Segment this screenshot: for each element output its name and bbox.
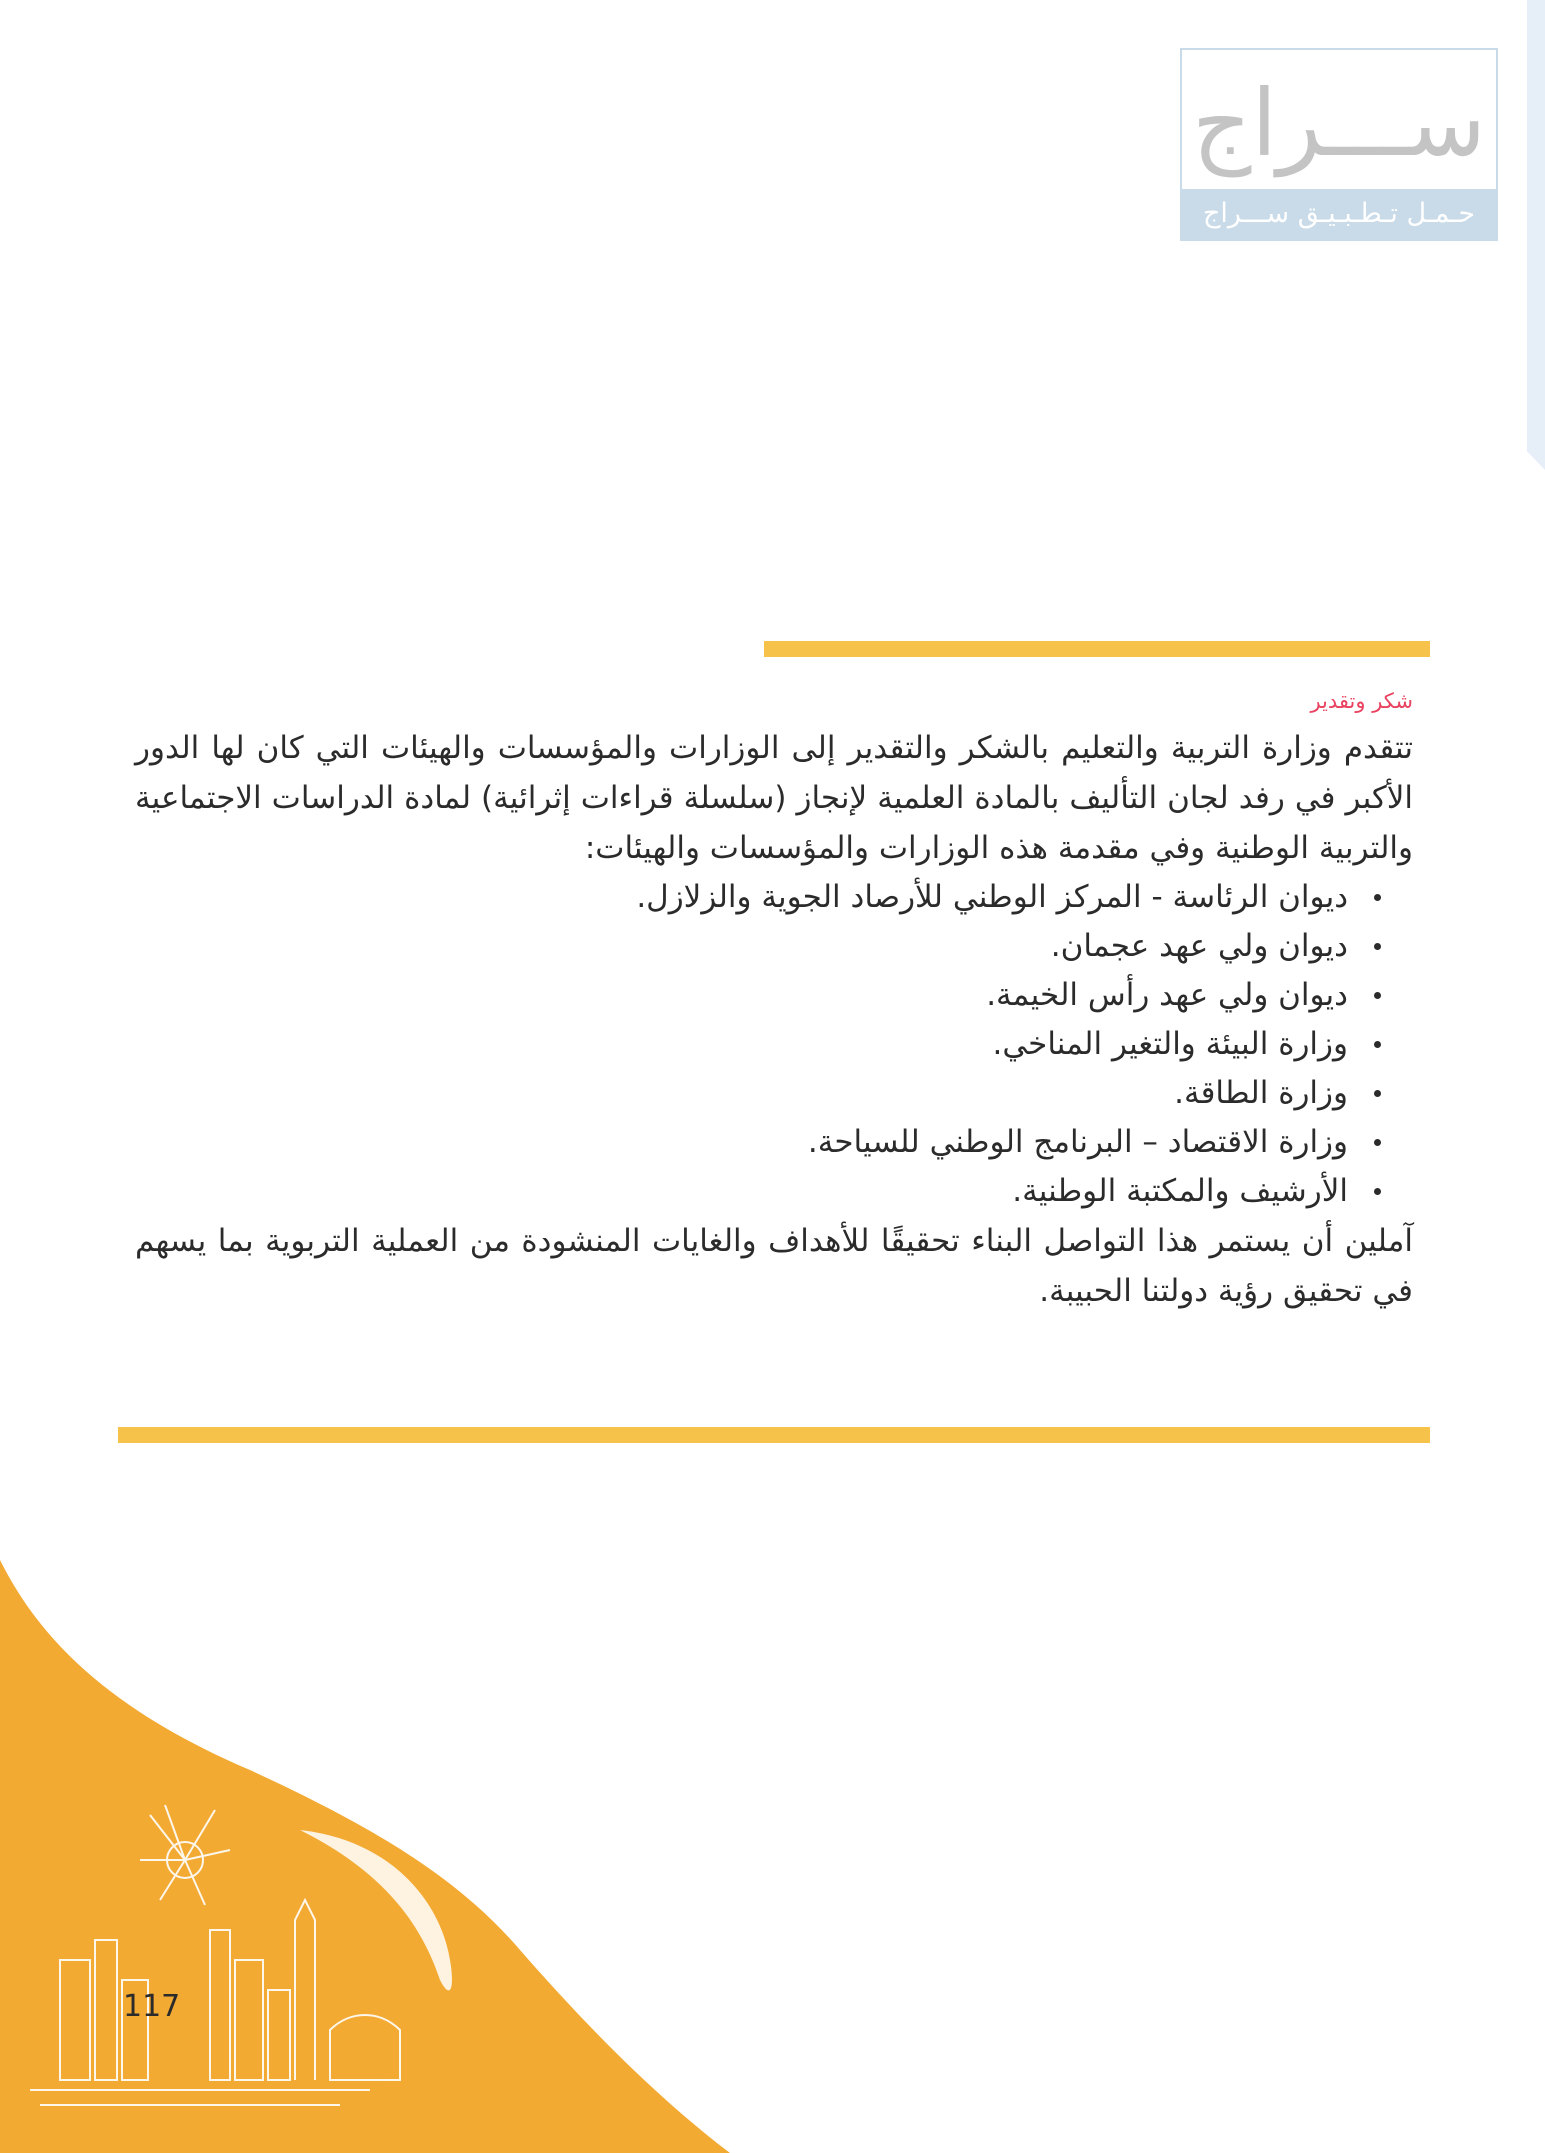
list-item-text: الأرشيف والمكتبة الوطنية.: [1012, 1173, 1348, 1209]
list-item: [135, 873, 1413, 922]
list-item: [135, 1020, 1413, 1069]
intro-paragraph: تتقدم وزارة التربية والتعليم بالشكر والتقدير إلى الوزارات والمؤسسات والهيئات التي كان لها الدور الأكبر في رفد لجان التأليف بالمادة العلمية لإنجاز (سلسلة قراءات إثرائية) لمادة الدراسات الاجتماعية والتربية الوطنية وفي مقدمة هذه الوزارات والمؤسسات والهيئات:: [135, 730, 1413, 866]
side-tab: [1527, 0, 1545, 470]
section-title: شكر وتقدير: [1310, 689, 1413, 713]
list-item: [135, 971, 1413, 1020]
top-divider: [764, 641, 1430, 657]
corner-decoration: [0, 1560, 730, 2153]
bullet-icon: [1374, 992, 1381, 999]
siraj-logo: [1180, 48, 1498, 241]
bullet-icon: [1374, 1139, 1381, 1146]
page-number: 117: [123, 1989, 181, 2024]
bullet-icon: [1374, 1090, 1381, 1097]
list-item: [135, 1069, 1413, 1118]
closing-paragraph: آملين أن يستمر هذا التواصل البناء تحقيقًا للأهداف والغايات المنشودة من العملية التربوية بما يسهم في تحقيق رؤية دولتنا الحبيبة.: [135, 1223, 1413, 1309]
list-item: [135, 922, 1413, 971]
list-item-text: وزارة الاقتصاد – البرنامج الوطني للسياحة.: [807, 1124, 1348, 1160]
bottom-divider: [118, 1427, 1430, 1443]
logo-tagline: حـمـل تـطـبـيـق ســـراج: [1182, 189, 1496, 239]
acknowledgements-section: [135, 685, 1413, 1316]
bullet-icon: [1374, 894, 1381, 901]
list-item-text: ديوان الرئاسة - المركز الوطني للأرصاد الجوية والزلازل.: [636, 879, 1348, 915]
list-item-text: ديوان ولي عهد رأس الخيمة.: [986, 977, 1348, 1013]
bullet-icon: [1374, 1041, 1381, 1048]
bullet-icon: [1374, 943, 1381, 950]
list-item-text: ديوان ولي عهد عجمان.: [1050, 928, 1348, 964]
list-item-text: وزارة الطاقة.: [1174, 1075, 1348, 1111]
bullet-icon: [1374, 1188, 1381, 1195]
list-item: [135, 1167, 1413, 1216]
logo-word: ســـراج: [1192, 70, 1486, 177]
organizations-list: [135, 873, 1413, 1216]
list-item-text: وزارة البيئة والتغير المناخي.: [992, 1026, 1348, 1062]
list-item: [135, 1118, 1413, 1167]
